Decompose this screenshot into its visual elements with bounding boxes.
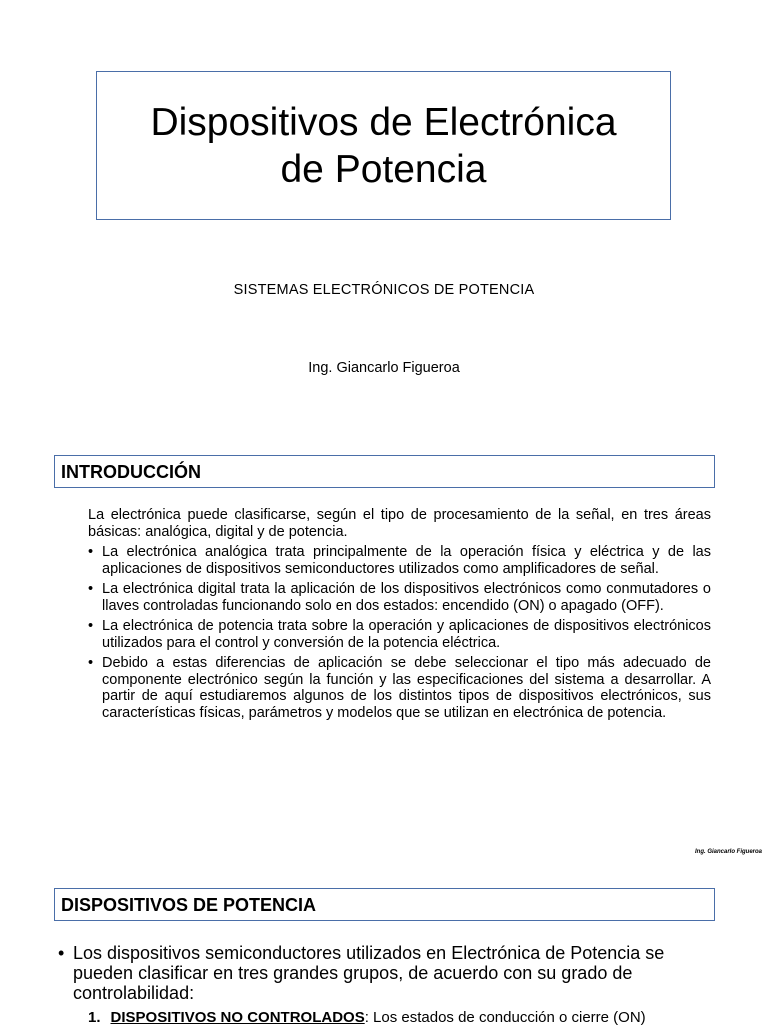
dispositivos-header: DISPOSITIVOS DE POTENCIA xyxy=(54,888,715,921)
slide-author: Ing. Giancarlo Figueroa xyxy=(308,360,460,376)
list-item xyxy=(88,618,711,651)
item-text: : Los estados de conducción o cierre (ON) xyxy=(364,1009,646,1026)
bullet-icon: • xyxy=(88,655,94,671)
slide-subtitle: SISTEMAS ELECTRÓNICOS DE POTENCIA xyxy=(233,282,535,298)
bullet-icon: • xyxy=(88,618,94,634)
list-item xyxy=(58,943,718,1003)
intro-body xyxy=(88,507,711,725)
list-item xyxy=(88,544,711,577)
item-title: DISPOSITIVOS NO CONTROLADOS xyxy=(110,1009,365,1026)
slide-title xyxy=(150,99,616,193)
title-box xyxy=(96,71,671,220)
bullet-text: Debido a estas diferencias de aplicación se debe seleccionar el tipo más adecuado de componente electrónico según la función y las especificaciones del sistema a desarrollar. A partir de aquí estudiaremos algunos de los distintos tipos de dispositivos electrónicos, sus características físicas, parámetros y modelos que se utilizan en electrónica de potencia. xyxy=(102,655,711,721)
numbered-item xyxy=(88,1009,646,1026)
bullet-text: La electrónica digital trata la aplicación de los dispositivos electrónicos como conmutadores o llaves controladas funcionando solo en dos estados: encendido (ON) o apagado (OFF). xyxy=(102,581,711,614)
list-item xyxy=(88,581,711,614)
title-line-1: Dispositivos de Electrónica xyxy=(150,100,617,144)
bullet-icon: • xyxy=(58,943,65,963)
list-item xyxy=(88,655,711,721)
item-number: 1. xyxy=(88,1009,101,1026)
title-line-2: de Potencia xyxy=(280,147,487,191)
bullet-text: La electrónica analógica trata principalmente de la operación física y eléctrica y de las aplicaciones de dispositivos semiconductores utilizados como amplificadores de señal. xyxy=(102,544,711,577)
footnote: Ing. Giancarlo Figueroa xyxy=(694,849,762,855)
intro-lead: La electrónica puede clasificarse, según el tipo de procesamiento de la señal, en tres áreas básicas: analógica, digital y de potencia. xyxy=(88,507,711,540)
bullet-text: La electrónica de potencia trata sobre la operación y aplicaciones de dispositivos electrónicos utilizados para el control y conversión de la potencia eléctrica. xyxy=(102,618,711,651)
intro-bullet-list xyxy=(88,544,711,721)
bullet-icon: • xyxy=(88,544,94,560)
bullet-icon: • xyxy=(88,581,94,597)
intro-header: INTRODUCCIÓN xyxy=(54,455,715,488)
dispositivos-text: Los dispositivos semiconductores utilizados en Electrónica de Potencia se pueden clasificar en tres grandes grupos, de acuerdo con su grado de controlabilidad: xyxy=(73,943,665,1003)
dispositivos-body xyxy=(58,943,718,1003)
